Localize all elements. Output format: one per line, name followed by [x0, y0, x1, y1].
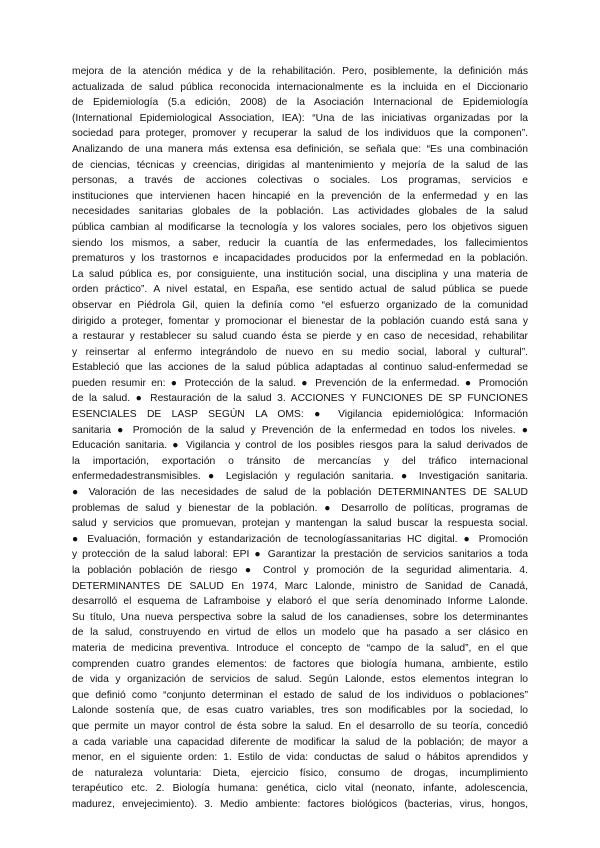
- text-line: ESENCIALES DE LASP SEGÚN LA OMS: ● Vigilancia epidemiológica: Información: [72, 409, 528, 421]
- text-line: y reinsertar al enfermo integrándolo de nuevo en su medio social, laboral y cultural”.: [72, 346, 528, 358]
- text-line: Analizando de una manera más extensa esa definición, se señala que: “Es una combinación: [72, 143, 528, 155]
- text-line: madurez, envejecimiento). 3. Medio ambiente: factores biológicos (bacterias, virus, hongos,: [72, 798, 528, 810]
- text-line: orden práctico”. A nivel estatal, en España, ese sentido actual de salud pública se puede: [72, 284, 528, 296]
- text-line: ● Valoración de las necesidades de salud de la población DETERMINANTES DE SALUD: [72, 487, 528, 499]
- text-line: de ciencias, técnicas y creencias, dirigidas al mantenimiento y mejoría de la salud de las: [72, 159, 528, 171]
- text-line: observar en Piédrola Gil, quien la definía como “el esfuerzo organizado de la comunidad: [72, 299, 528, 311]
- text-line: de la salud, construyendo en virtud de ellos un modelo que ha pasado a ser clásico en: [72, 627, 528, 639]
- text-line: prematuros y los trastornos e incapacidades producidos por la enfermedad en la población.: [72, 253, 528, 265]
- text-line: (International Epidemiological Association, IEA): “Una de las iniciativas organizadas por la: [72, 112, 528, 124]
- text-line: materia de medicina preventiva. Introduce el concepto de “campo de la salud”, en el que: [72, 642, 528, 654]
- text-line: La salud pública es, por consiguiente, una institución social, una disciplina y una materia de: [72, 268, 528, 280]
- text-line: desarrolló el esquema de Laframboise y elaboró el que sería denominado Informe Lalonde.: [72, 596, 528, 608]
- text-line: la importación, exportación o tránsito de mercancías y del tráfico internacional: [72, 455, 528, 467]
- text-line: pública cambian al modificarse la tecnología y los valores sociales, pero los objetivos siguen: [72, 221, 528, 233]
- text-line: sanitaria ● Promoción de la salud y Prevención de la enfermedad en todos los niveles. ●: [72, 424, 528, 436]
- text-line: terapéutico etc. 2. Biología humana: genética, ciclo vital (neonato, infante, adolescencia,: [72, 783, 528, 795]
- text-line: necesidades sanitarias globales de la población. Las actividades globales de la salud: [72, 206, 528, 218]
- text-line: dirigido a proteger, fomentar y promocionar el bienestar de la población cuando está sana y: [72, 315, 528, 327]
- text-line: Educación sanitaria. ● Vigilancia y control de los posibles riesgos para la salud derivados de: [72, 440, 528, 452]
- text-line: de naturaleza voluntaria: Dieta, ejercicio físico, consumo de drogas, incumplimiento: [72, 767, 528, 779]
- text-line: comprenden cuatro grandes elementos: de factores que biología humana, ambiente, estilo: [72, 658, 528, 670]
- text-line: a restaurar y restablecer su salud cuando ésta se pierde y en caso de necesidad, rehabilitar: [72, 331, 528, 343]
- text-line: la población población de riesgo ● Control y promoción de la seguridad alimentaria. 4.: [72, 565, 528, 576]
- text-line: pueden resumir en: ● Protección de la salud. ● Prevención de la enfermedad. ● Promoción: [72, 377, 528, 389]
- text-line: que permite un mayor control de ésta sobre la salud. En el desarrollo de su teoría, concedió: [72, 720, 528, 732]
- text-line: Estableció que las acciones de la salud pública adaptadas al continuo salud-enfermedad se: [72, 362, 528, 374]
- text-line: Lalonde sostenía que, de esas cuatro variables, tres son modificables por la sociedad, lo: [72, 705, 528, 717]
- text-line: menor, en el siguiente orden: 1. Estilo de vida: conductas de salud o hábitos aprendidos y: [72, 752, 528, 764]
- text-line: y protección de la salud laboral: EPI ● Garantizar la prestación de servicios sanitarios a toda: [72, 549, 528, 561]
- text-line: de la salud. ● Restauración de la salud 3. ACCIONES Y FUNCIONES DE SP FUNCIONES: [72, 393, 528, 405]
- text-line: problemas de salud y bienestar de la población. ● Desarrollo de políticas, programas de: [72, 502, 528, 514]
- text-line: mejora de la atención médica y de la rehabilitación. Pero, posiblemente, la definición más: [72, 66, 528, 77]
- text-line: salud y servicios que promuevan, protejan y mantengan la salud buscar la respuesta social.: [72, 518, 528, 530]
- document-body: [72, 64, 528, 813]
- text-line: de Epidemiología (5.a edición, 2008) de la Asociación Internacional de Epidemiología: [72, 97, 528, 109]
- text-line: DETERMINANTES DE SALUD En 1974, Marc Lalonde, ministro de Sanidad de Canadá,: [72, 580, 528, 592]
- text-line: de vida y organización de servicios de salud. Según Lalonde, estos elementos integran lo: [72, 674, 528, 686]
- text-line: sociedad para proteger, promover y recuperar la salud de los individuos que la componen”.: [72, 128, 528, 140]
- text-line: personas, a través de acciones colectivas o sociales. Los programas, servicios e: [72, 175, 528, 187]
- text-line: ● Evaluación, formación y estandarización de tecnologíassanitarias HC digital. ● Promoción: [72, 533, 528, 545]
- text-line: Su título, Una nueva perspectiva sobre la salud de los canadienses, sobre los determinantes: [72, 611, 528, 623]
- text-line: enfermedadestransmisibles. ● Legislación y regulación sanitaria. ● Investigación sanitaria.: [72, 471, 528, 483]
- text-line: que definió como “conjunto determinan el estado de salud de los individuos o poblaciones”: [72, 689, 528, 701]
- text-line: actualizada de salud pública reconocida internacionalmente es la incluida en el Diccionario: [72, 81, 528, 93]
- text-line: instituciones que intervienen hacen hincapié en la prevención de la enfermedad y en las: [72, 190, 528, 202]
- text-line: siendo los mismos, a saber, reducir la cuantía de las enfermedades, los fallecimientos: [72, 237, 528, 249]
- text-line: a cada variable una capacidad diferente de modificar la salud de la población; de mayor a: [72, 736, 528, 748]
